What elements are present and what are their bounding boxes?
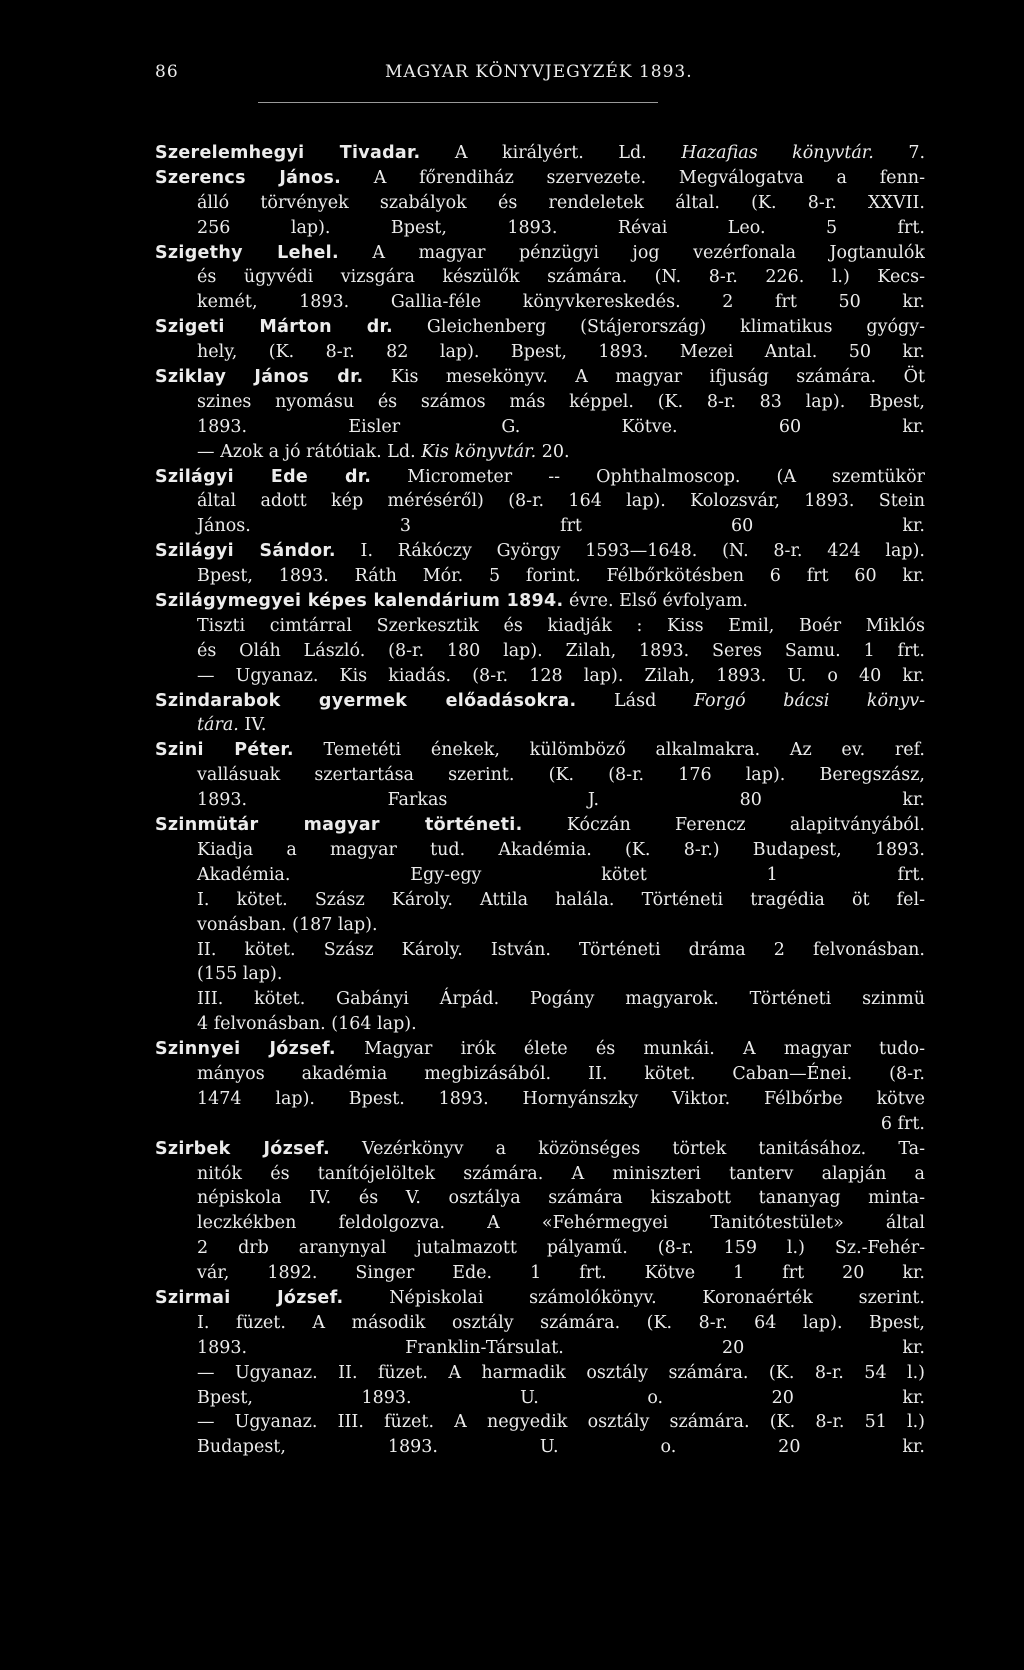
text-line: [155, 763, 925, 788]
entry-italic: Forgó bácsi könyv-: [693, 690, 925, 711]
text-line: [155, 1311, 925, 1336]
text-line: [155, 241, 925, 266]
entry-text: évre. Első évfolyam.: [563, 591, 748, 612]
text-line: [155, 1410, 925, 1435]
text-line: [155, 489, 925, 514]
entry-heading: Szigethy Lehel.: [155, 242, 339, 263]
entry-text: Népiskolai számolókönyv. Koronaérték szerint.: [343, 1287, 925, 1308]
entry-text: Gleichenberg (Stájerország) klimatikus gyógy-: [392, 317, 925, 338]
entry-text: Bpest, 1893. Ráth Mór. 5 forint. Félbőrkötésben 6 frt 60 kr.: [197, 566, 925, 587]
entry-heading: Szinmütár magyar történeti.: [155, 815, 523, 836]
entry-tail: 7.: [873, 143, 925, 163]
header-rule: [258, 102, 658, 103]
text-line: [155, 365, 925, 390]
entry-heading: Szirmai József.: [155, 1287, 344, 1308]
text-line: [155, 514, 925, 539]
entry-text: által adott kép méréséről) (8-r. 164 lap). Kolozsvár, 1893. Stein: [197, 491, 925, 512]
entry-text: — Ugyanaz. III. füzet. A negyedik osztály számára. (K. 8-r. 51 l.): [197, 1412, 925, 1433]
text-line: [155, 938, 925, 963]
entry-text: Kis mesekönyv. A magyar ifjuság számára. Öt: [363, 367, 925, 388]
text-line: [155, 1386, 925, 1411]
text-line: [155, 987, 925, 1012]
entry-text: Vezérkönyv a közönséges törtek tanitásához. Ta-: [329, 1138, 925, 1159]
text-line: [155, 1336, 925, 1361]
entry-text: hely, (K. 8-r. 82 lap). Bpest, 1893. Mezei Antal. 50 kr.: [197, 342, 925, 363]
entry-text: János. 3 frt 60 kr.: [197, 516, 925, 537]
entry-text: Kóczán Ferencz alapitványából.: [522, 815, 925, 836]
text-line: [155, 465, 925, 490]
text-line: [155, 1162, 925, 1187]
entry-text: — Ugyanaz. II. füzet. A harmadik osztály számára. (K. 8-r. 54 l.): [197, 1362, 925, 1383]
text-line: [155, 315, 925, 340]
text-line: [155, 1087, 925, 1112]
entry-text: I. kötet. Szász Károly. Attila halála. Történeti tragédia öt fel-: [197, 889, 925, 910]
entry-tail: 20.: [536, 441, 570, 462]
entry-text: népiskola IV. és V. osztálya számára kiszabott tananyag minta-: [197, 1188, 925, 1209]
entry-text: 4 felvonásban. (164 lap).: [197, 1014, 417, 1035]
entry-text: Kiadja a magyar tud. Akadémia. (K. 8-r.) Budapest, 1893.: [197, 839, 925, 860]
entry-text: 1893. Eisler G. Kötve. 60 kr.: [197, 416, 925, 437]
text-line: [155, 216, 925, 241]
entry-text: 256 lap). Bpest, 1893. Révai Leo. 5 frt.: [197, 217, 925, 238]
text-line: [155, 1361, 925, 1386]
entry-text: 1893. Franklin-Társulat. 20 kr.: [197, 1337, 925, 1358]
text-line: [155, 539, 925, 564]
entry-text: mányos akadémia megbizásából. II. kötet. Caban—Énei. (8-r.: [197, 1063, 925, 1084]
entry-text: Tiszti cimtárral Szerkesztik és kiadják : Kiss Emil, Boér Miklós: [197, 615, 925, 636]
entry-text: 1893. Farkas J. 80 kr.: [197, 790, 925, 811]
text-line: [155, 614, 925, 639]
text-line: [155, 713, 925, 738]
text-line: [155, 838, 925, 863]
entry-text: 2 drb aranynyal jutalmazott pályamű. (8-r. 159 l.) Sz.-Fehér-: [197, 1238, 925, 1259]
entry-text: és Oláh László. (8-r. 180 lap). Zilah, 1893. Seres Samu. 1 frt.: [197, 640, 925, 661]
entry-text: vonásban. (187 lap).: [197, 914, 378, 935]
text-line: [155, 589, 925, 614]
text-line: [155, 888, 925, 913]
entry-text: A királyért. Ld.: [420, 143, 682, 163]
entry-heading: Szilágymegyei képes kalendárium 1894.: [155, 591, 564, 612]
entry-text: 6 frt.: [880, 1113, 925, 1134]
entry-text: Magyar irók élete és munkái. A magyar tudo-: [335, 1039, 925, 1060]
entry-text: Temetéti énekek, külömböző alkalmakra. Az ev. ref.: [293, 740, 925, 761]
entry-heading: Szerelemhegyi Tivadar.: [155, 143, 421, 163]
entry-heading: Szerencs János.: [155, 167, 342, 188]
text-line: [155, 290, 925, 315]
entry-text: nitók és tanítójelöltek számára. A miniszteri tanterv alapján a: [197, 1163, 925, 1184]
text-line: [155, 1137, 925, 1162]
text-line: [155, 415, 925, 440]
text-line: [155, 141, 925, 166]
text-line: [155, 166, 925, 191]
text-line: [155, 1012, 925, 1037]
entry-text: (155 lap).: [197, 964, 283, 985]
entry-heading: Sziklay János dr.: [155, 367, 364, 388]
entry-text: I. füzet. A második osztály számára. (K. 8-r. 64 lap). Bpest,: [197, 1312, 925, 1333]
text-line: [155, 440, 925, 465]
text-line: [155, 639, 925, 664]
entry-text: A magyar pénzügyi jog vezérfonala Jogtanulók: [338, 242, 925, 263]
entry-italic: tára.: [197, 715, 239, 736]
entry-heading: Szilágyi Sándor.: [155, 541, 336, 562]
text-line: [155, 1037, 925, 1062]
entry-heading: Szigeti Márton dr.: [155, 317, 393, 338]
entry-text: III. kötet. Gabányi Árpád. Pogány magyarok. Történeti szinmü: [197, 989, 925, 1010]
entry-italic: Kis könyvtár.: [421, 441, 537, 462]
entry-text: I. Rákóczy György 1593—1648. (N. 8-r. 424 lap).: [335, 541, 925, 562]
entry-text: Bpest, 1893. U. o. 20 kr.: [197, 1387, 925, 1408]
text-line: [155, 265, 925, 290]
entry-heading: Szilágyi Ede dr.: [155, 466, 372, 487]
page-header: [155, 62, 915, 92]
entry-text: A főrendiház szervezete. Megválogatva a fenn-: [341, 167, 925, 188]
entry-heading: Szini Péter.: [155, 740, 294, 761]
text-line: [155, 191, 925, 216]
entry-text: — Azok a jó rátótiak. Ld.: [197, 441, 422, 462]
text-line: [155, 689, 925, 714]
text-line: [155, 1112, 925, 1137]
entry-text: II. kötet. Szász Károly. István. Történeti dráma 2 felvonásban.: [197, 939, 925, 960]
entry-text: leczkékben feldolgozva. A «Fehérmegyei Tanitótestület» által: [197, 1213, 925, 1234]
text-line: [155, 738, 925, 763]
entry-text: — Ugyanaz. Kis kiadás. (8-r. 128 lap). Zilah, 1893. U. o 40 kr.: [197, 665, 925, 686]
entry-text: és ügyvédi vizsgára készülők számára. (N. 8-r. 226. l.) Kecs-: [197, 267, 925, 288]
entry-text: Budapest, 1893. U. o. 20 kr.: [197, 1437, 925, 1458]
text-line: [155, 1286, 925, 1311]
bibliography-entries: [155, 141, 925, 1460]
entry-text: Akadémia. Egy-egy kötet 1 frt.: [197, 864, 925, 885]
text-line: [155, 1236, 925, 1261]
text-line: [155, 788, 925, 813]
entry-text: kemét, 1893. Gallia-féle könyvkereskedés. 2 frt 50 kr.: [197, 292, 925, 313]
entry-heading: Szindarabok gyermek előadásokra.: [155, 690, 577, 711]
running-title: MAGYAR KÖNYVJEGYZÉK 1893.: [385, 62, 693, 82]
text-line: [155, 813, 925, 838]
text-line: [155, 564, 925, 589]
entry-text: vár, 1892. Singer Ede. 1 frt. Kötve 1 frt 20 kr.: [197, 1263, 925, 1284]
entry-text: Lásd: [576, 690, 694, 711]
text-line: [155, 1435, 925, 1460]
entry-text: 1474 lap). Bpest. 1893. Hornyánszky Viktor. Félbőrbe kötve: [197, 1088, 925, 1109]
entry-heading: Szinnyei József.: [155, 1039, 336, 1060]
entry-text: Micrometer -- Ophthalmoscop. (A szemtükör: [371, 466, 925, 487]
text-line: [155, 664, 925, 689]
text-line: [155, 1186, 925, 1211]
entry-italic: Hazafias könyvtár.: [681, 143, 874, 163]
entry-text: szines nyomásu és számos más képpel. (K. 8-r. 83 lap). Bpest,: [197, 391, 925, 412]
text-line: [155, 913, 925, 938]
entry-tail: IV.: [238, 715, 267, 736]
text-line: [155, 1261, 925, 1286]
text-line: [155, 863, 925, 888]
text-line: [155, 340, 925, 365]
page-number: 86: [155, 62, 179, 82]
text-line: [155, 390, 925, 415]
text-line: [155, 1062, 925, 1087]
entry-text: álló törvények szabályok és rendeletek által. (K. 8-r. XXVII.: [197, 192, 925, 213]
text-line: [155, 1211, 925, 1236]
entry-text: vallásuak szertartása szerint. (K. (8-r. 176 lap). Beregszász,: [197, 765, 925, 786]
text-line: [155, 962, 925, 987]
entry-heading: Szirbek József.: [155, 1138, 330, 1159]
